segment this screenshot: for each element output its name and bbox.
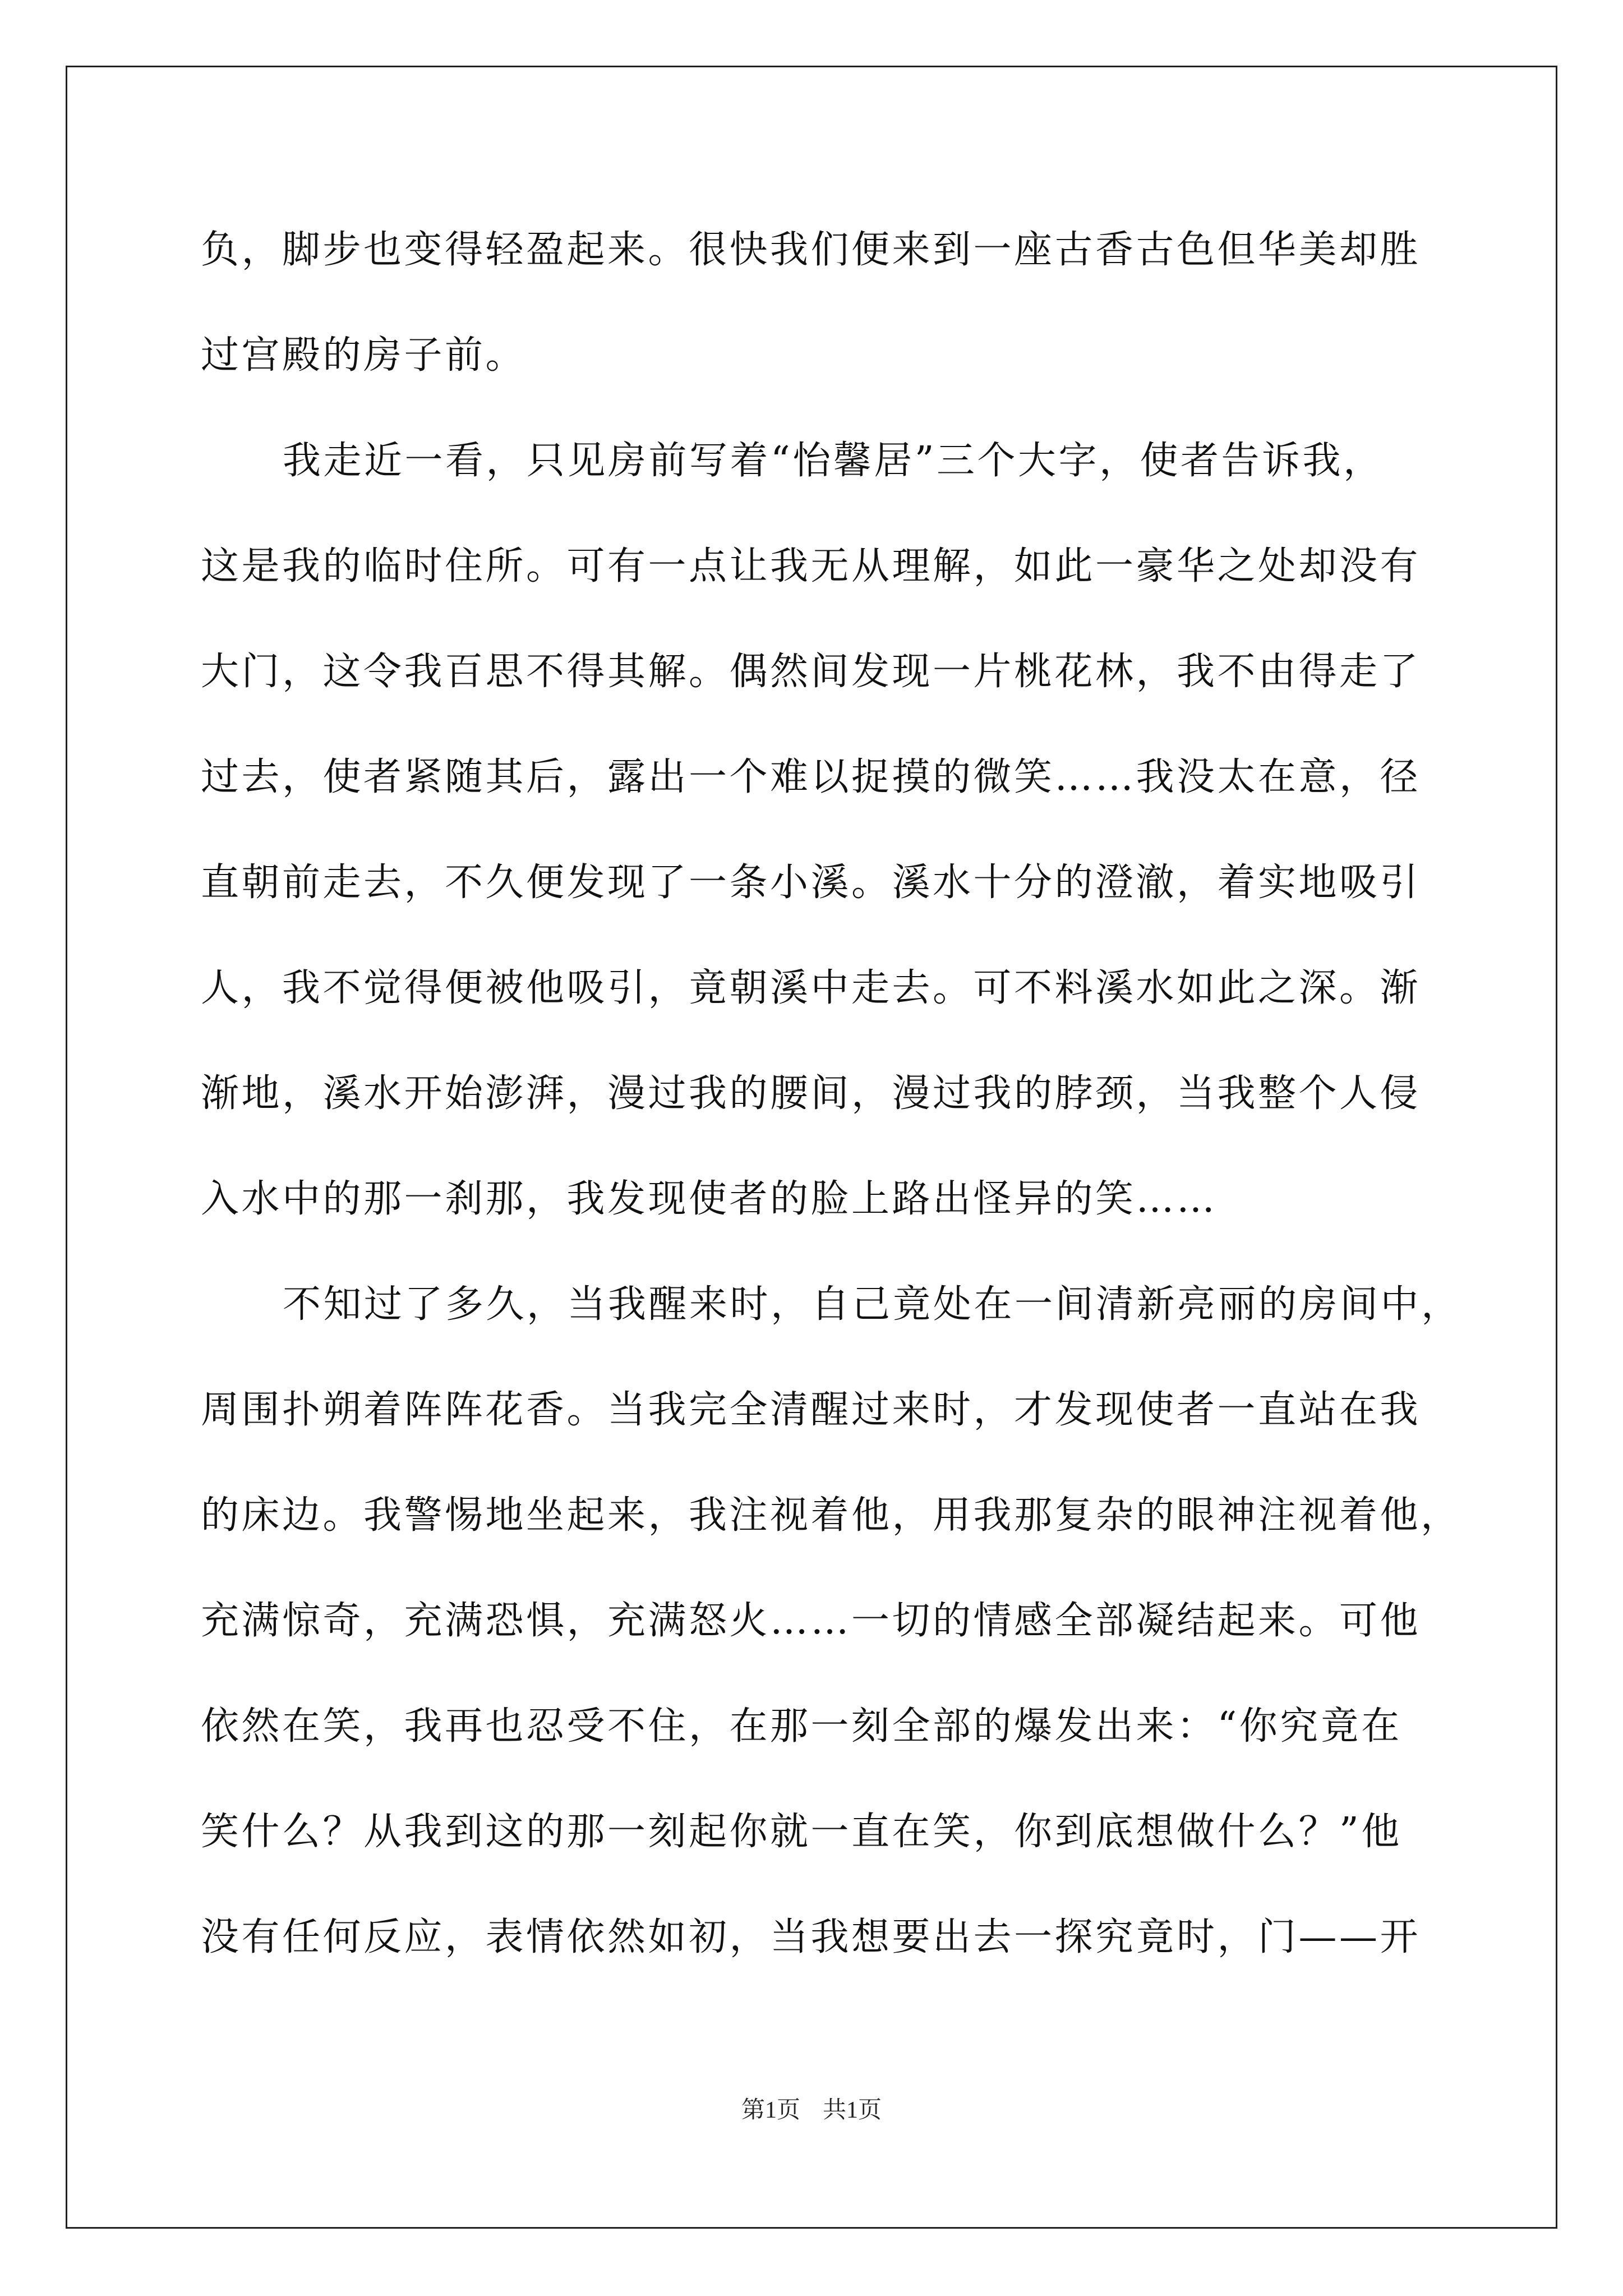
text-line: 的床边。我警惕地坐起来，我注视着他，用我那复杂的眼神注视着他， <box>201 1493 1461 1538</box>
page-footer <box>0 2093 1623 2127</box>
text-line: 周围扑朔着阵阵花香。当我完全清醒过来时，才发现使者一直站在我 <box>201 1388 1421 1432</box>
text-line: 依然在笑，我再也忍受不住，在那一刻全部的爆发出来：“你究竟在 <box>201 1704 1402 1749</box>
text-line: 渐地，溪水开始澎湃，漫过我的腰间，漫过我的脖颈，当我整个人侵 <box>201 1071 1421 1116</box>
text-line: 没有任何反应，表情依然如初，当我想要出去一探究竟时，门——开 <box>201 1915 1421 1959</box>
text-line: 入水中的那一刹那，我发现使者的脸上路出怪异的笑…… <box>201 1177 1218 1221</box>
paragraph-start-line: 不知过了多久，当我醒来时，自己竟处在一间清新亮丽的房间中， <box>283 1282 1462 1327</box>
text-line: 这是我的临时住所。可有一点让我无从理解，如此一豪华之处却没有 <box>201 544 1421 588</box>
page-total: 共1页 <box>823 2097 882 2123</box>
text-line: 过宫殿的房子前。 <box>201 333 527 378</box>
text-line: 大门，这令我百思不得其解。偶然间发现一片桃花林，我不由得走了 <box>201 650 1421 694</box>
text-line: 笑什么？从我到这的那一刻起你就一直在笑，你到底想做什么？”他 <box>201 1810 1402 1854</box>
text-line: 充满惊奇，充满恐惧，充满怒火……一切的情感全部凝结起来。可他 <box>201 1599 1421 1643</box>
text-line: 人，我不觉得便被他吸引，竟朝溪中走去。可不料溪水如此之深。渐 <box>201 966 1421 1010</box>
page-number: 第1页 <box>741 2097 800 2123</box>
text-line: 直朝前走去，不久便发现了一条小溪。溪水十分的澄澈，着实地吸引 <box>201 861 1421 905</box>
paragraph-start-line: 我走近一看，只见房前写着“怡馨居”三个大字，使者告诉我， <box>283 439 1384 483</box>
text-line: 负，脚步也变得轻盈起来。很快我们便来到一座古香古色但华美却胜 <box>201 228 1421 272</box>
text-line: 过去，使者紧随其后，露出一个难以捉摸的微笑……我没太在意，径 <box>201 755 1421 799</box>
